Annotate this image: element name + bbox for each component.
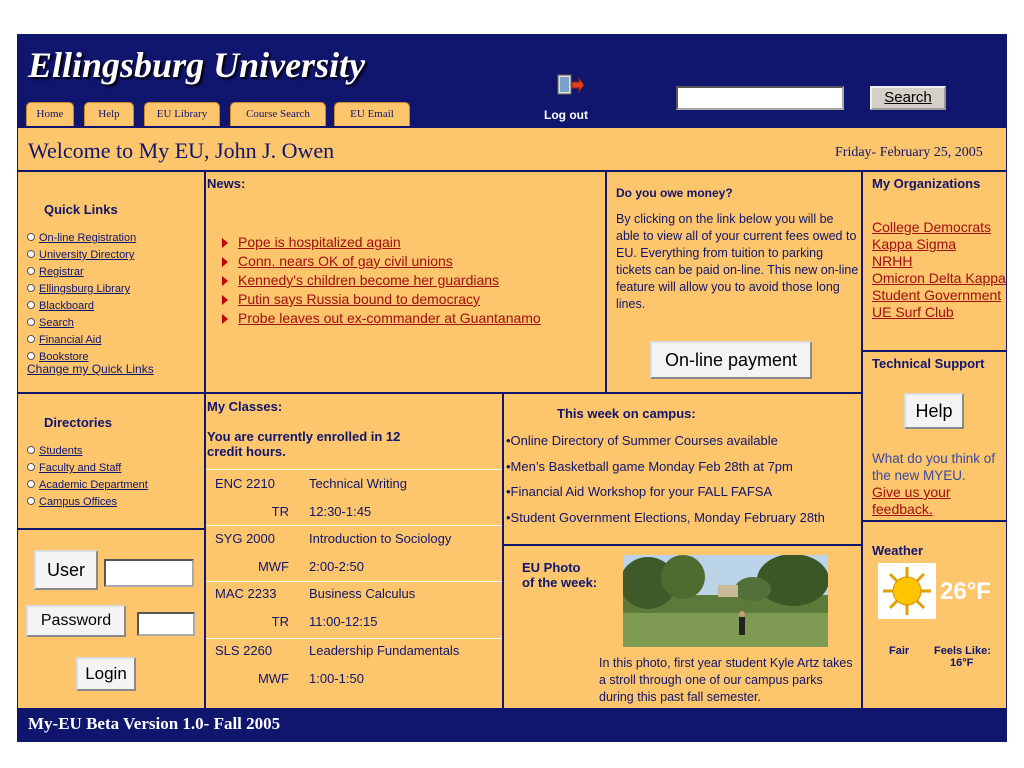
campus-photo bbox=[623, 555, 828, 647]
radio-icon bbox=[27, 335, 35, 343]
payment-description: By clicking on the link below you will be able to view all of your current fees owed to EU. Everything from tuition to parking tickets can be paid on-line. This new on-line feature will allow you to avoid those long lines. bbox=[616, 212, 859, 311]
news-item[interactable]: Pope is hospitalized again bbox=[222, 234, 541, 253]
organizations-list bbox=[872, 219, 1006, 321]
enrolled-hours: You are currently enrolled in 12 credit hours. bbox=[207, 429, 401, 459]
organization-link[interactable]: Student Government bbox=[872, 287, 1002, 303]
sun-icon bbox=[878, 563, 936, 619]
user-input[interactable] bbox=[104, 559, 194, 587]
search-button[interactable] bbox=[870, 86, 946, 110]
quick-link[interactable]: Registrar bbox=[27, 262, 154, 279]
tab-course-search[interactable]: Course Search bbox=[230, 102, 326, 126]
directory-link[interactable]: Students bbox=[27, 441, 148, 458]
footer-version: My-EU Beta Version 1.0- Fall 2005 bbox=[28, 714, 281, 733]
row-divider bbox=[206, 581, 502, 582]
news-item[interactable]: Probe leaves out ex-commander at Guantanamo bbox=[222, 310, 541, 329]
row-divider bbox=[206, 525, 502, 526]
news-item[interactable]: Conn. nears OK of gay civil unions bbox=[222, 253, 541, 272]
login-button[interactable]: Login bbox=[76, 657, 136, 691]
radio-icon bbox=[27, 318, 35, 326]
search-button-label: Search bbox=[884, 89, 932, 106]
welcome-greeting: Welcome to My EU, John J. Owen bbox=[28, 138, 335, 163]
organization-link[interactable]: NRHH bbox=[872, 253, 913, 269]
tab-eu-email[interactable]: EU Email bbox=[334, 102, 410, 126]
password-input[interactable] bbox=[137, 612, 195, 636]
news-heading: News: bbox=[207, 176, 246, 191]
payment-heading: Do you owe money? bbox=[616, 186, 733, 200]
class-code: ENC 2210 bbox=[215, 476, 275, 491]
organization-link[interactable]: Kappa Sigma bbox=[872, 236, 957, 252]
radio-icon bbox=[27, 233, 35, 241]
class-time: 2:00-2:50 bbox=[309, 559, 364, 574]
weather-condition: Fair bbox=[889, 645, 910, 657]
class-time: 11:00-12:15 bbox=[309, 614, 378, 629]
class-time: 12:30-1:45 bbox=[309, 504, 372, 519]
class-name: Technical Writing bbox=[309, 476, 408, 491]
radio-icon bbox=[27, 284, 35, 292]
quick-link[interactable]: Blackboard bbox=[27, 296, 154, 313]
class-days: MWF bbox=[257, 671, 289, 686]
class-days: TR bbox=[271, 504, 289, 519]
radio-icon bbox=[27, 301, 35, 309]
class-days: TR bbox=[271, 614, 289, 629]
radio-icon bbox=[27, 446, 35, 454]
bullet-arrow-icon bbox=[222, 295, 228, 305]
photo-heading-line-2: of the week: bbox=[522, 575, 598, 590]
row-divider bbox=[206, 469, 502, 470]
campus-event: •Student Government Elections, Monday February 28th bbox=[506, 510, 825, 525]
online-payment-button[interactable]: On-line payment bbox=[650, 341, 812, 379]
current-date: Friday- February 25, 2005 bbox=[835, 145, 983, 160]
logout-icon[interactable] bbox=[557, 73, 585, 97]
campus-heading: This week on campus: bbox=[557, 406, 696, 421]
feedback-question: What do you think of the new MYEU. bbox=[872, 451, 996, 483]
organization-link[interactable]: Omicron Delta Kappa bbox=[872, 270, 1006, 286]
directories-heading: Directories bbox=[44, 415, 112, 430]
search-input[interactable] bbox=[676, 86, 844, 110]
tab-home[interactable]: Home bbox=[26, 102, 74, 126]
quick-link[interactable]: Ellingsburg Library bbox=[27, 279, 154, 296]
quick-link[interactable]: Search bbox=[27, 313, 154, 330]
row-divider bbox=[206, 638, 502, 639]
bullet-arrow-icon bbox=[222, 257, 228, 267]
radio-icon bbox=[27, 352, 35, 360]
quick-link[interactable]: Bookstore bbox=[27, 347, 154, 362]
class-time: 1:00-1:50 bbox=[309, 671, 364, 686]
news-item[interactable]: Putin says Russia bound to democracy bbox=[222, 291, 541, 310]
class-code: SYG 2000 bbox=[215, 531, 275, 546]
photo-caption: In this photo, first year student Kyle Artz takes a stroll through one of our campus parks during this past fall semester. bbox=[599, 656, 853, 704]
radio-icon bbox=[27, 250, 35, 258]
weather-temperature: 26°F bbox=[940, 578, 991, 605]
feels-like-value: 16°F bbox=[950, 657, 974, 669]
logout-link[interactable]: Log out bbox=[544, 108, 588, 122]
directories-list bbox=[27, 441, 148, 509]
campus-event: •Financial Aid Workshop for your FALL FAFSA bbox=[506, 484, 773, 499]
news-list bbox=[222, 234, 541, 329]
university-title: Ellingsburg University bbox=[28, 45, 366, 85]
quick-link[interactable]: University Directory bbox=[27, 245, 154, 262]
radio-icon bbox=[27, 497, 35, 505]
radio-icon bbox=[27, 480, 35, 488]
photo-heading-line-1: EU Photo bbox=[522, 560, 581, 575]
quick-link[interactable]: On-line Registration bbox=[27, 228, 154, 245]
bullet-arrow-icon bbox=[222, 314, 228, 324]
tab-help[interactable]: Help bbox=[84, 102, 134, 126]
feels-like-label: Feels Like: bbox=[934, 645, 991, 657]
class-name: Business Calculus bbox=[309, 586, 416, 601]
directory-link[interactable]: Campus Offices bbox=[27, 492, 148, 509]
campus-event: •Online Directory of Summer Courses available bbox=[506, 433, 778, 448]
quick-link[interactable]: Financial Aid bbox=[27, 330, 154, 347]
class-days: MWF bbox=[257, 559, 289, 574]
class-name: Leadership Fundamentals bbox=[309, 643, 460, 658]
password-label-button: Password bbox=[26, 605, 126, 637]
help-button[interactable]: Help bbox=[904, 393, 964, 429]
tab-eu-library[interactable]: EU Library bbox=[144, 102, 220, 126]
directory-link[interactable]: Academic Department bbox=[27, 475, 148, 492]
classes-heading: My Classes: bbox=[207, 399, 283, 414]
feedback-link[interactable]: Give us your feedback. bbox=[872, 484, 951, 517]
user-label-button: User bbox=[34, 550, 98, 590]
bullet-arrow-icon bbox=[222, 276, 228, 286]
change-quick-links-link[interactable]: Change my Quick Links bbox=[27, 362, 154, 376]
class-name: Introduction to Sociology bbox=[309, 531, 452, 546]
organization-link[interactable]: UE Surf Club bbox=[872, 304, 954, 320]
quick-links-heading: Quick Links bbox=[44, 202, 118, 217]
bullet-arrow-icon bbox=[222, 238, 228, 248]
news-item[interactable]: Kennedy's children become her guardians bbox=[222, 272, 541, 291]
radio-icon bbox=[27, 267, 35, 275]
directory-link[interactable]: Faculty and Staff bbox=[27, 458, 148, 475]
class-code: SLS 2260 bbox=[215, 643, 273, 658]
quick-links-list bbox=[27, 228, 154, 376]
tech-support-heading: Technical Support bbox=[872, 356, 985, 371]
weather-heading: Weather bbox=[872, 543, 924, 558]
class-code: MAC 2233 bbox=[215, 586, 277, 601]
campus-event: •Men’s Basketball game Monday Feb 28th at 7pm bbox=[506, 459, 793, 474]
organizations-heading: My Organizations bbox=[872, 176, 981, 191]
radio-icon bbox=[27, 463, 35, 471]
organization-link[interactable]: College Democrats bbox=[872, 219, 992, 235]
